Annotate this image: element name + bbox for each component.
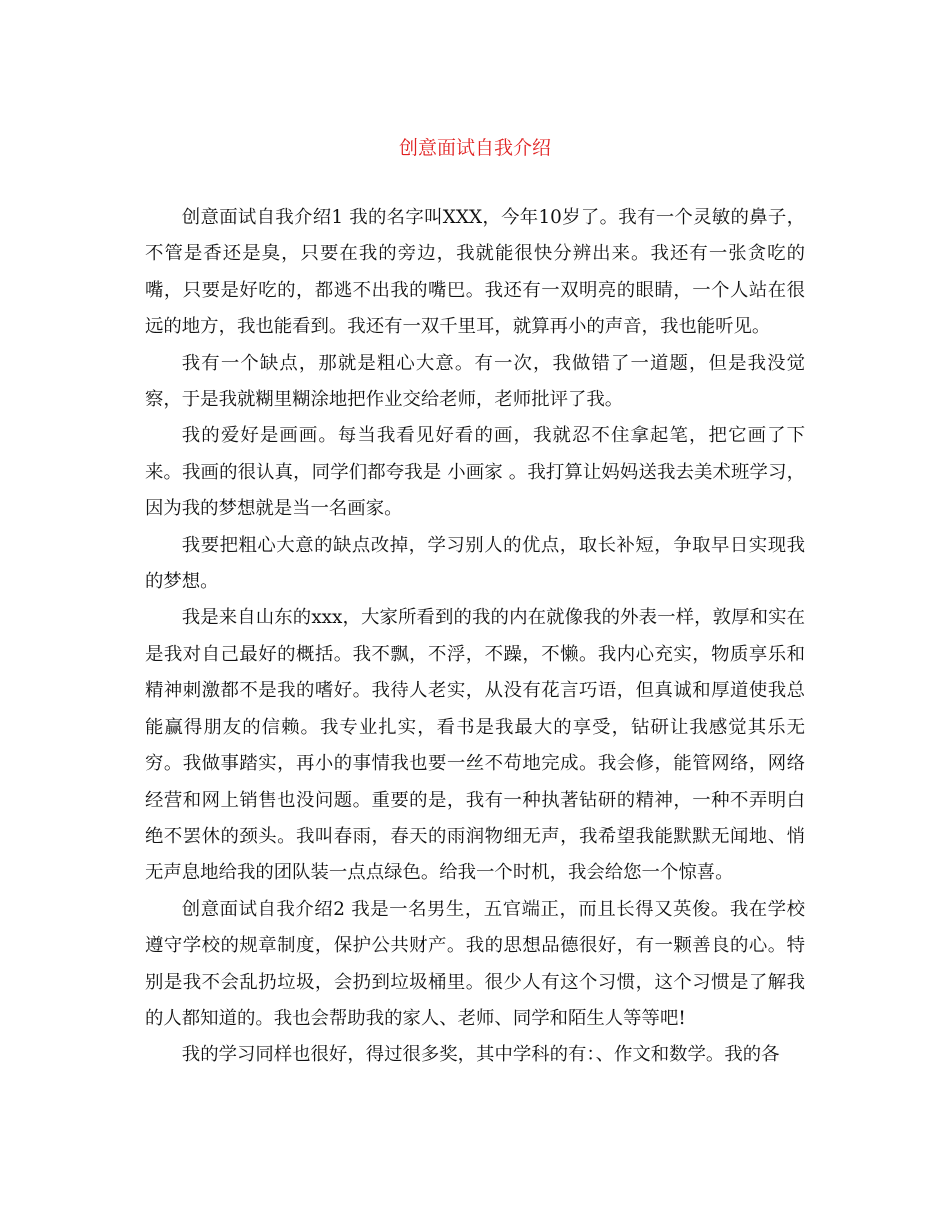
paragraph-5: 我是来自山东的xxx，大家所看到的我的内在就像我的外表一样，敦厚和实在是我对自己最好的概括。我不飘，不浮，不躁，不懒。我内心充实，物质享乐和精神刺激都不是我的嗜好。我待人老实，从没有花言巧语，但真诚和厚道使我总能赢得朋友的信赖。我专业扎实，看书是我最大的享受，钻研让我感觉其乐无穷。我做事踏实，再小的事情我也要一丝不苟地完成。我会修，能管网络，网络经营和网上销售也没问题。重要的是，我有一种执著钻研的精神，一种不弄明白绝不罢休的颈头。我叫春雨，春天的雨润物细无声，我希望我能默默无闻地、悄无声息地给我的团队装一点点绿色。给我一个时机，我会给您一个惊喜。 [145, 607, 805, 884]
paragraph-7: 我的学习同样也很好，得过很多奖，其中学科的有：、作文和数学。我的各 [181, 1044, 780, 1066]
paragraph-6: 创意面试自我介绍2 我是一名男生，五官端正，而且长得又英俊。我在学校遵守学校的规章制度，保护公共财产。我的思想品德很好，有一颗善良的心。特别是我不会乱扔垃圾，会扔到垃圾桶里。很少人有这个习惯，这个习惯是了解我的人都知道的。我也会帮助我的家人、老师、同学和陌生人等等吧! [145, 898, 805, 1029]
paragraph-4: 我要把粗心大意的缺点改掉，学习别人的优点，取长补短，争取早日实现我的梦想。 [145, 534, 805, 593]
document-body [145, 200, 805, 1074]
document-title: 创意面试自我介绍 [398, 137, 551, 159]
paragraph-2: 我有一个缺点，那就是粗心大意。有一次，我做错了一道题，但是我没觉察，于是我就糊里糊涂地把作业交给老师，老师批评了我。 [145, 352, 805, 411]
paragraph-1: 创意面试自我介绍1 我的名字叫XXX，今年10岁了。我有一个灵敏的鼻子，不管是香还是臭，只要在我的旁边，我就能很快分辨出来。我还有一张贪吃的嘴，只要是好吃的，都逃不出我的嘴巴。我还有一双明亮的眼睛，一个人站在很远的地方，我也能看到。我还有一双千里耳，就算再小的声音，我也能听见。 [145, 207, 805, 338]
paragraph-3: 我的爱好是画画。每当我看见好看的画，我就忍不住拿起笔，把它画了下来。我画的很认真，同学们都夸我是 小画家 。我打算让妈妈送我去美术班学习，因为我的梦想就是当一名画家。 [145, 425, 805, 520]
